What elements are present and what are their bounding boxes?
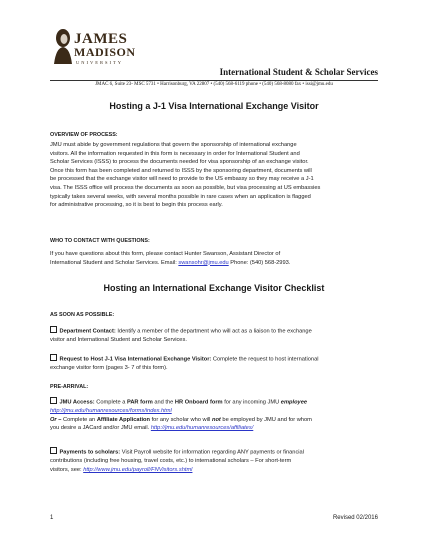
overview-line: typically takes several weeks, with several months possible in rare cases when an application is flagged bbox=[50, 193, 311, 200]
dept-contact-text: Identify a member of the department who will act as a liaison to the exchange bbox=[115, 328, 312, 335]
dept-contact-line bbox=[50, 326, 378, 336]
logo-university: UNIVERSITY bbox=[76, 60, 123, 65]
access-text: Complete a bbox=[94, 399, 127, 406]
jmu-logo bbox=[52, 26, 136, 72]
request-checkbox[interactable] bbox=[50, 354, 57, 361]
contact-text: International Student and Scholar Services. Email: bbox=[50, 259, 179, 266]
access-line bbox=[50, 397, 378, 407]
checklist-title: Hosting an International Exchange Visitor Checklist bbox=[103, 283, 325, 293]
logo-madison: MADISON bbox=[74, 45, 136, 59]
access-last-line bbox=[50, 424, 378, 433]
page-number: 1 bbox=[50, 515, 54, 521]
access-or-line bbox=[50, 416, 378, 425]
access-link-line bbox=[50, 407, 378, 416]
dept-contact-text-2: visitor and International Student and Scholar Services. bbox=[50, 337, 187, 344]
revision-date: Revised 02/2016 bbox=[332, 515, 378, 521]
access-text: Complete an bbox=[61, 416, 97, 423]
overview-line: Scholar Services (ISSS) to process the documents needed for visa sponsorship of an exchange visitor. bbox=[50, 159, 309, 166]
overview-line: visitors. All the information requested in this form is necessary in order for International Student and bbox=[50, 150, 300, 157]
request-text: Complete the request to host international bbox=[211, 356, 319, 363]
overview-line: be processed that the exchange visitor will need to provide to the US embassy so they may receive a J-1 bbox=[50, 176, 314, 183]
office-address: JMAC 6, Suite 23- MSC 5731 • Harrisonburg, VA 22807 • (540) 568-6119 phone • (540) 568-8080 fax • issi@jmu.edu bbox=[95, 82, 333, 87]
contact-email-link[interactable]: swansohr@jmu.edu bbox=[178, 259, 229, 266]
request-text-2: exchange visitor form (pages 3- 7 of this form). bbox=[50, 365, 168, 372]
or-label: Or – bbox=[50, 416, 62, 423]
contact-line: If you have questions about this form, please contact Hunter Swanson, Assistant Director of bbox=[50, 251, 281, 257]
affiliate-application: Affiliate Application bbox=[96, 416, 151, 423]
hr-forms-link[interactable]: http://jmu.edu/humanresources/forms/index.html bbox=[50, 408, 172, 415]
access-text: be employed by JMU and for whom bbox=[220, 416, 312, 423]
logo-james: JAMES bbox=[74, 31, 128, 47]
access-text: and the bbox=[152, 399, 175, 406]
payments-link-line bbox=[50, 466, 378, 475]
contact-heading: WHO TO CONTACT WITH QUESTIONS: bbox=[50, 238, 150, 244]
contact-line-2 bbox=[50, 259, 378, 268]
header-rule bbox=[50, 80, 378, 81]
payments-label: Payments to scholars: bbox=[59, 449, 121, 456]
payments-text-2: contributions (including free housing, travel costs, etc.) to international scholars – For short-term bbox=[50, 458, 292, 465]
contact-paragraph bbox=[50, 250, 378, 267]
payments-text-3: visitors, see: bbox=[50, 466, 84, 473]
dept-contact-item bbox=[50, 326, 378, 345]
contact-phone: Phone: (540) 568-2993. bbox=[228, 259, 291, 266]
not-emphasis: not bbox=[211, 416, 221, 423]
payments-text: Visit Payroll website for information regarding ANY payments or financial bbox=[120, 449, 304, 456]
madison-portrait-icon bbox=[52, 26, 74, 66]
overview-line: for administrative processing, so it is best to begin this process early. bbox=[50, 202, 223, 209]
overview-line: Once this form has been completed and returned to ISSS by the sponsoring department, documents will bbox=[50, 167, 312, 174]
payroll-visitors-link[interactable]: http://www.jmu.edu/payroll/FNVisitors.shtml bbox=[83, 466, 193, 473]
overview-heading: OVERVIEW OF PROCESS: bbox=[50, 132, 118, 138]
overview-line: visa. The ISSS office will process the documents as soon as possible, but visa processing at US embassies bbox=[50, 184, 321, 191]
access-label: JMU Access: bbox=[59, 399, 95, 406]
hr-onboard-form: HR Onboard form bbox=[174, 399, 223, 406]
par-form: PAR form bbox=[126, 399, 153, 406]
request-line bbox=[50, 354, 378, 364]
payments-item bbox=[50, 447, 378, 474]
page-title: Hosting a J-1 Visa International Exchange Visitor bbox=[109, 101, 319, 111]
employee-emphasis: employee bbox=[280, 399, 308, 406]
access-text: for any scholar who will bbox=[150, 416, 212, 423]
access-text: for any incoming JMU bbox=[222, 399, 281, 406]
access-text: you desire a JACard and/or JMU email. bbox=[50, 425, 151, 432]
affiliates-link[interactable]: http://jmu.edu/humanresources/affiliates/ bbox=[150, 425, 254, 432]
jmu-access-checkbox[interactable] bbox=[50, 397, 57, 404]
overview-paragraph bbox=[50, 141, 378, 210]
overview-line: JMU must abide by government regulations that govern the sponsorship of international exchange bbox=[50, 142, 297, 148]
org-name: International Student & Scholar Services bbox=[219, 67, 378, 77]
dept-contact-checkbox[interactable] bbox=[50, 326, 57, 333]
jmu-access-item bbox=[50, 397, 378, 433]
request-item bbox=[50, 354, 378, 373]
asap-heading: AS SOON AS POSSIBLE: bbox=[50, 312, 115, 318]
prearrival-heading: PRE-ARRIVAL: bbox=[50, 384, 89, 390]
payments-checkbox[interactable] bbox=[50, 447, 57, 454]
dept-contact-label: Department Contact: bbox=[59, 328, 116, 335]
payments-line bbox=[50, 447, 378, 457]
request-label: Request to Host J-1 Visa International Exchange Visitor: bbox=[59, 356, 212, 363]
